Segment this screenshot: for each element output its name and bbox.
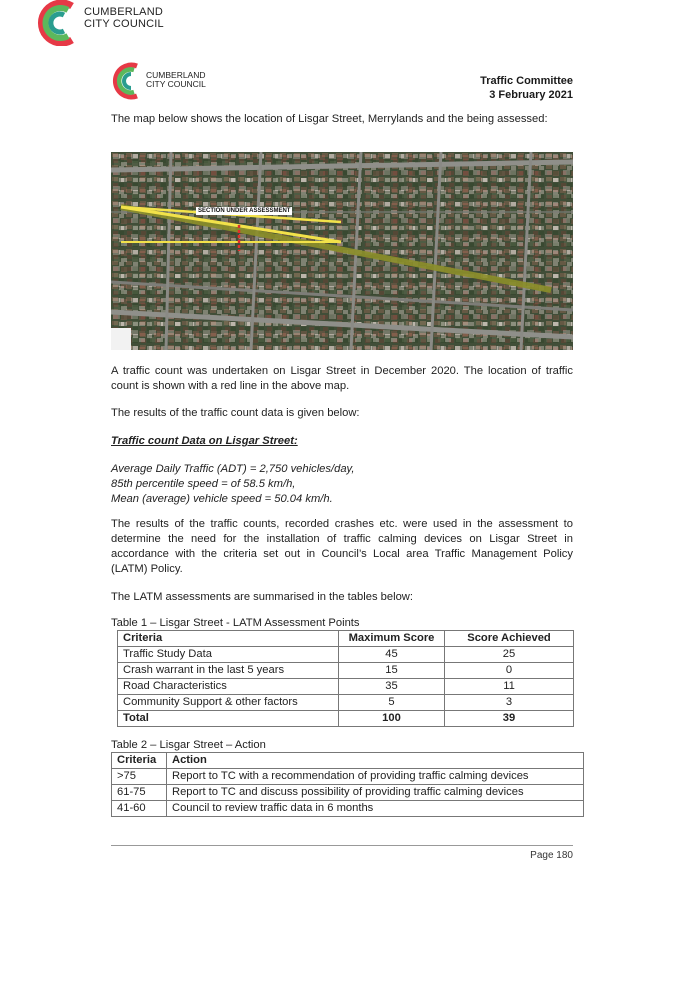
page-logo [104, 60, 144, 102]
table-cell: Traffic Study Data [118, 647, 339, 663]
table-cell: Road Characteristics [118, 679, 339, 695]
table-row [112, 801, 584, 817]
page-org-line2: CITY COUNCIL [146, 79, 206, 89]
intro-paragraph: The map below shows the location of Lisgar Street, Merrylands and the being assessed: [111, 113, 548, 125]
adt-line: Average Daily Traffic (ADT) = 2,750 vehicles/day, [111, 463, 355, 475]
table-total-row [118, 711, 574, 727]
table-cell: 5 [339, 695, 445, 711]
council-logo-icon [104, 60, 144, 102]
council-logo-icon [28, 0, 82, 46]
table-row [112, 769, 584, 785]
outer-org-line2: CITY COUNCIL [84, 18, 164, 30]
section-label: SECTION UNDER ASSESSMENT [198, 208, 291, 214]
table-cell: Report to TC with a recommendation of providing traffic calming devices [167, 769, 584, 785]
table2-lisgar-action [111, 752, 584, 817]
table-row [118, 663, 574, 679]
table-header-row [118, 631, 574, 647]
table-cell: Council to review traffic data in 6 months [167, 801, 584, 817]
table-cell: 39 [445, 711, 574, 727]
table-cell: 15 [339, 663, 445, 679]
table1-header-maximum-score: Maximum Score [339, 631, 445, 647]
page-number: Page 180 [530, 850, 573, 861]
assessment-paragraph: The results of the traffic counts, recorded crashes etc. were used in the assessment to determine the need for the installation of traffic calming devices on Lisgar Street in accordance with the criteria set out in Council’s Local area Traffic Management Policy (LATM) Policy. [111, 518, 573, 575]
table-cell: 0 [445, 663, 574, 679]
table2-header-action: Action [167, 753, 584, 769]
table-cell: 25 [445, 647, 574, 663]
table1-caption: Table 1 – Lisgar Street - LATM Assessment Points [111, 617, 360, 629]
table-cell: Crash warrant in the last 5 years [118, 663, 339, 679]
footer-divider [111, 845, 573, 846]
outer-org-line1: CUMBERLAND [84, 6, 164, 18]
committee-name: Traffic Committee [480, 75, 573, 87]
table-cell: 45 [339, 647, 445, 663]
table2-header-criteria: Criteria [112, 753, 167, 769]
summary-line: The LATM assessments are summarised in the tables below: [111, 591, 413, 603]
aerial-map-image [111, 152, 573, 350]
table-cell: 41-60 [112, 801, 167, 817]
table-row [118, 679, 574, 695]
table-cell: 11 [445, 679, 574, 695]
percentile-line: 85th percentile speed = of 58.5 km/h, [111, 478, 296, 490]
table2-caption: Table 2 – Lisgar Street – Action [111, 739, 266, 751]
outer-logo-text [84, 6, 164, 30]
table-cell: 100 [339, 711, 445, 727]
committee-block [480, 74, 573, 102]
table-cell: 61-75 [112, 785, 167, 801]
mean-speed-line: Mean (average) vehicle speed = 50.04 km/h. [111, 493, 333, 505]
table1-header-criteria: Criteria [118, 631, 339, 647]
table-row [112, 785, 584, 801]
table-cell: Total [118, 711, 339, 727]
table1-lisgar-assessment-points [117, 630, 574, 727]
table-cell: 35 [339, 679, 445, 695]
table-cell: Report to TC and discuss possibility of providing traffic calming devices [167, 785, 584, 801]
outer-logo [28, 0, 82, 46]
meeting-date: 3 February 2021 [489, 89, 573, 101]
page-logo-text [146, 71, 206, 89]
data-lines [111, 462, 573, 507]
data-heading: Traffic count Data on Lisgar Street: [111, 435, 298, 447]
traffic-count-paragraph: A traffic count was undertaken on Lisgar Street in December 2020. The location of traffic count is shown with a red line in the above map. [111, 365, 573, 392]
aerial-map [111, 152, 573, 350]
page-org-line1: CUMBERLAND [146, 70, 206, 80]
table-cell: 3 [445, 695, 574, 711]
table-row [118, 695, 574, 711]
table-row [118, 647, 574, 663]
table-header-row [112, 753, 584, 769]
table1-header-score-achieved: Score Achieved [445, 631, 574, 647]
results-intro: The results of the traffic count data is given below: [111, 407, 360, 419]
table-cell: >75 [112, 769, 167, 785]
table-cell: Community Support & other factors [118, 695, 339, 711]
